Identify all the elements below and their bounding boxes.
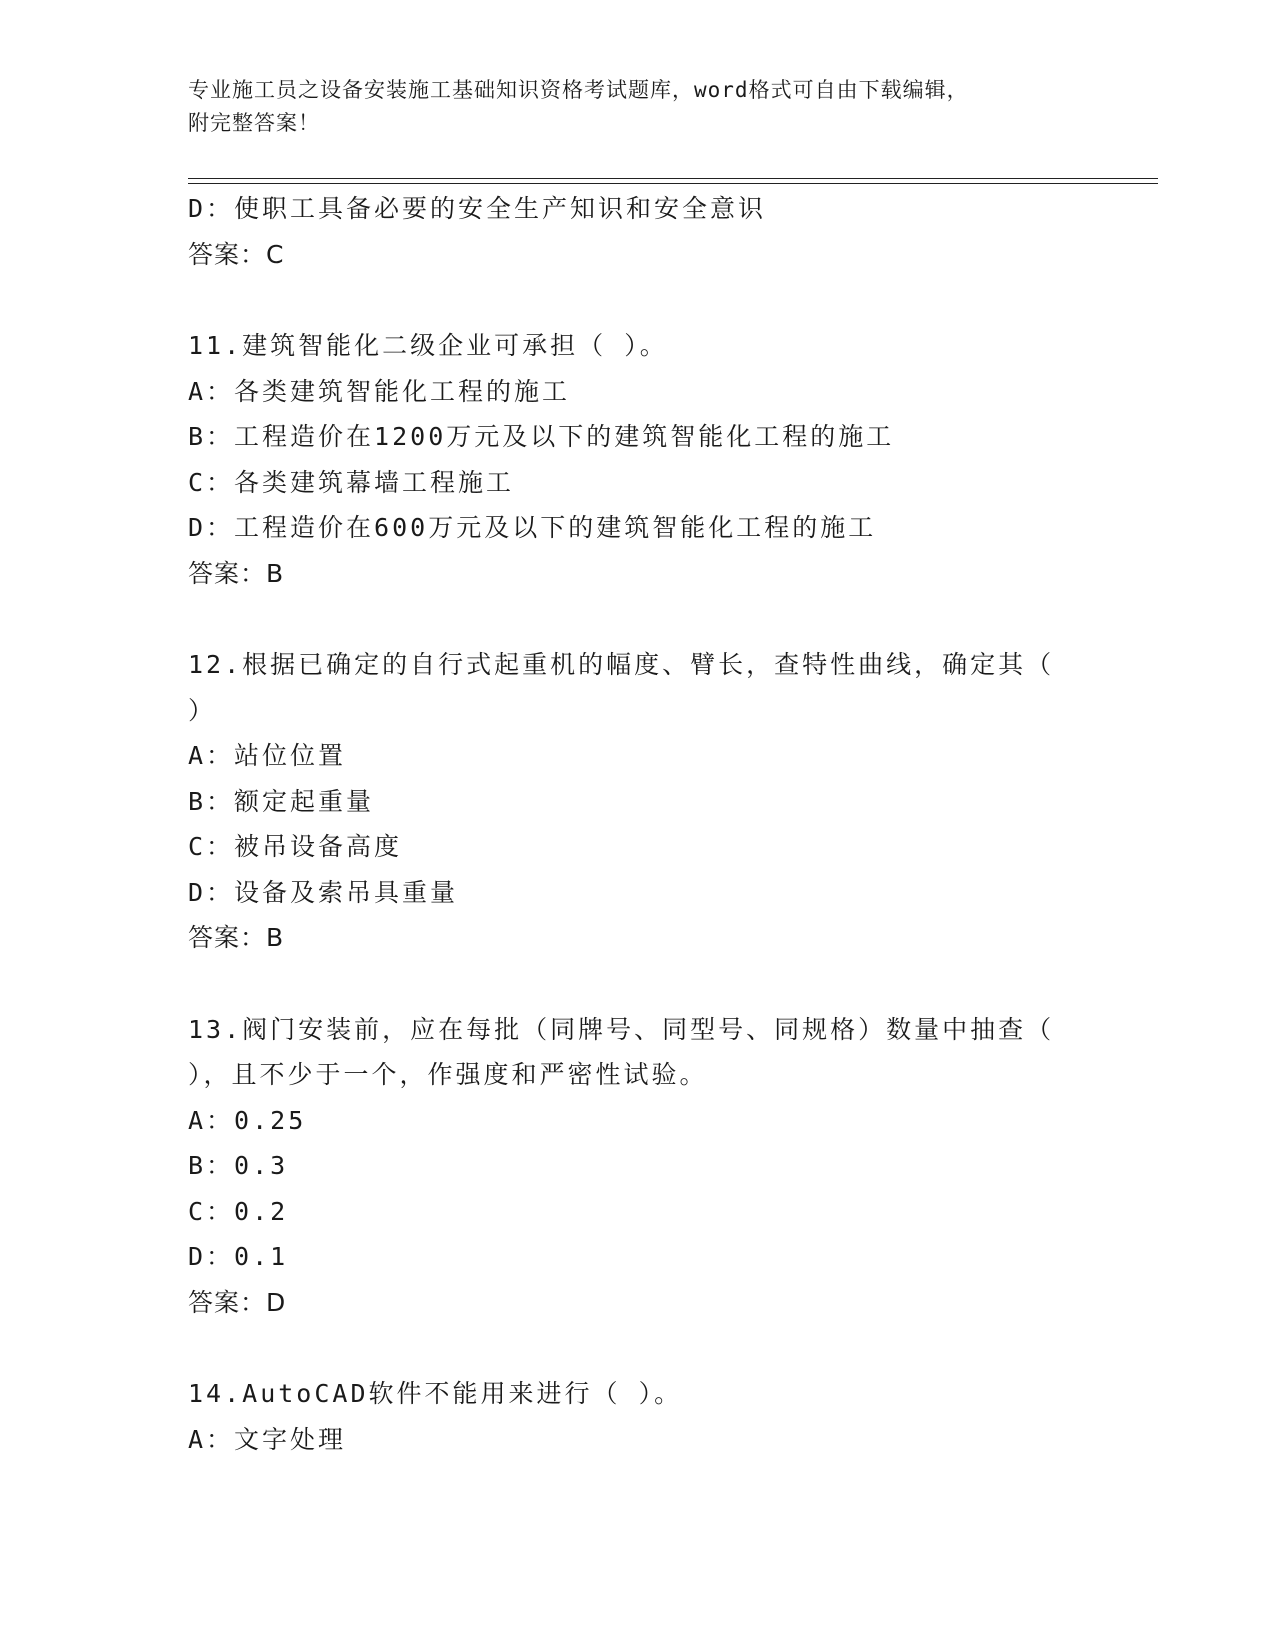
option-a: A：站位位置 <box>188 741 347 770</box>
question-stem-line-1: 13.阀门安装前，应在每批（同牌号、同型号、同规格）数量中抽查（ <box>188 1014 1055 1044</box>
question-stem-line-2: ），且不少于一个，作强度和严密性试验。 <box>188 1060 708 1089</box>
option-c: C：被吊设备高度 <box>188 832 403 861</box>
option-a: A：文字处理 <box>188 1424 347 1454</box>
question-stem-line-2: ） <box>188 695 217 725</box>
option-b: B：额定起重量 <box>188 786 375 816</box>
option-a: A：0.25 <box>188 1105 307 1135</box>
question-13 <box>188 1007 1088 1326</box>
question-10 <box>188 186 1088 277</box>
option-d: D：工程造价在600万元及以下的建筑智能化工程的施工 <box>188 513 877 542</box>
option-d: D：0.1 <box>188 1242 289 1271</box>
option-c: C：各类建筑幕墙工程施工 <box>188 467 515 497</box>
question-14 <box>188 1371 1088 1462</box>
header-divider-top <box>188 178 1158 179</box>
answer: 答案：B <box>188 558 285 588</box>
spacer <box>188 1325 1088 1371</box>
question-list <box>188 186 1088 1462</box>
answer: 答案：C <box>188 239 285 269</box>
question-stem-line-1: 12.根据已确定的自行式起重机的幅度、臂长，查特性曲线，确定其（ <box>188 650 1055 679</box>
header-line-1: 专业施工员之设备安装施工基础知识资格考试题库，word格式可自由下载编辑， <box>188 78 969 102</box>
option-b: B：0.3 <box>188 1151 289 1180</box>
spacer <box>188 277 1088 323</box>
document-header <box>188 74 1088 140</box>
question-12 <box>188 642 1088 961</box>
spacer <box>188 961 1088 1007</box>
spacer <box>188 596 1088 642</box>
option-c: C：0.2 <box>188 1196 289 1226</box>
question-stem: 11.建筑智能化二级企业可承担（ ）。 <box>188 331 668 360</box>
answer: 答案：D <box>188 1287 287 1317</box>
header-divider-bottom <box>188 183 1158 184</box>
option-a: A：各类建筑智能化工程的施工 <box>188 376 571 406</box>
option-d: D：设备及索吊具重量 <box>188 877 459 907</box>
option-b: B：工程造价在1200万元及以下的建筑智能化工程的施工 <box>188 422 895 451</box>
question-stem: 14.AutoCAD软件不能用来进行（ ）。 <box>188 1379 683 1408</box>
answer: 答案：B <box>188 923 285 952</box>
header-line-2: 附完整答案！ <box>188 111 320 135</box>
question-11 <box>188 323 1088 596</box>
option-d: D：使职工具备必要的安全生产知识和安全意识 <box>188 194 767 223</box>
